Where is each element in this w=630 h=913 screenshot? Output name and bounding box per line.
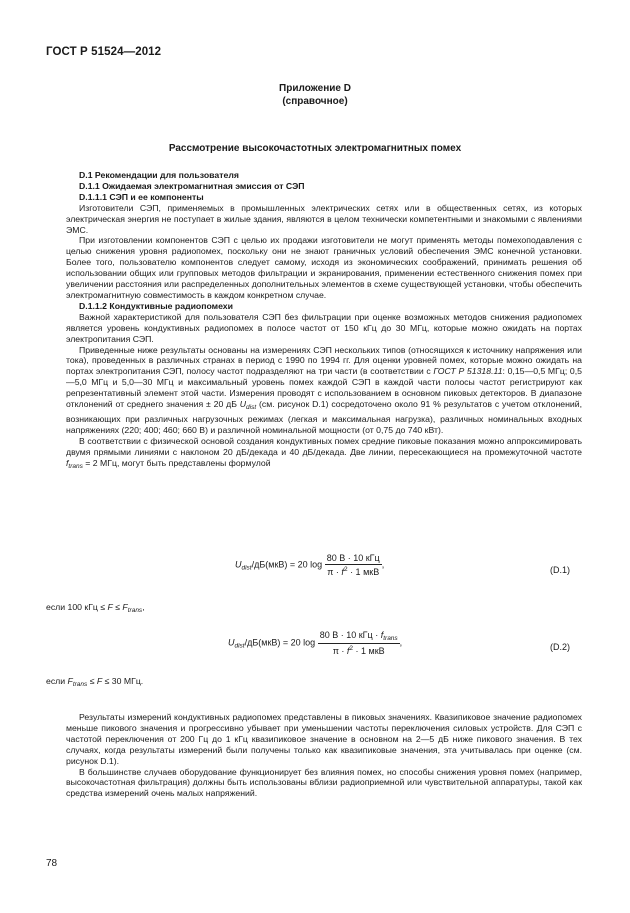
p4-text-c: (см. рисунок D.1) сосредоточено около 91 % результатов с учетом отклонений, возникающих при различных нагрузочных режимах (легкая и максимальная нагрузка), различных номинальных входных напряжениях (220; 400; 460; 660 В) и различной номинальной мощности (от 0,75 до 740 кВт). (66, 399, 583, 435)
main-title: Рассмотрение высокочастотных электромагнитных помех (168, 143, 462, 154)
body-text (66, 170, 582, 472)
paragraph-6: Результаты измерений кондуктивных радиопомех представлены в пиковых значениях. Квазипиковое значение радиопомех меньше пикового значения и прогрессивно убывает при уменьшении частоты переключения силовых устройств. Для СЭП с частотой переключения от 200 Гц до 1 кГц квазипиковое значение в основном на 2—5 дБ ниже пикового значения. В тех случаях, когда результаты измерений были получены только как квазипиковые значения, эта учитывалась при оценке (см. рисунок D.1). (66, 712, 582, 766)
u-dist-symbol: $U_{dist}$ (239, 399, 257, 412)
appendix-subtitle: (справочное) (282, 96, 348, 107)
paragraph-4 (66, 345, 582, 436)
formula-d1-condition: если 100 кГц ≤ $F \le F_{trans}$, (46, 602, 145, 614)
formula-d1-fraction: $\frac{\text{80 В · 10 кГц}}{\pi \cdot f^2 \cdot 1 мкВ}$ (326, 553, 380, 577)
page-number: 78 (46, 858, 58, 869)
heading-d111: D.1.1.1 СЭП и ее компоненты (79, 191, 204, 202)
formula-d1-number: (D.1) (550, 565, 570, 575)
p5-text-a: В соответствии с физической основой создания кондуктивных помех средние пиковые показания можно аппроксимировать двумя прямыми линиями с наклоном 20 дБ/декада и 40 дБ/декада. Две линии, пересекающиеся на промежуточной частоте (66, 435, 582, 457)
paragraph-2: При изготовлении компонентов СЭП с целью их продажи изготовители не могут применять методы помехоподавления с целью снижения уровня радиопомех, поскольку они не знают граничных условий обеспечения ЭМС конечной установки. Более того, пользователю компонентов следует самому, исходя из экономических соображений, принимать решения об использовании общих или групповых методов фильтрации и экранирования, применении естественного снижения помех при увеличении расстояния или распределенных дополнительных элементов в схеме существующей установки, чтобы обеспечить электромагнитную совместимость в каждом конкретном случае. (66, 235, 582, 300)
paragraph-5 (66, 436, 582, 473)
paragraph-1: Изготовители СЭП, применяемых в промышленных электрических сетях или в общественных сетях, из которых электрическая энергия не поступает в жилые здания, являются в целом технически компетентными и знакомыми с явлениями ЭМС. (66, 202, 582, 235)
heading-d11: D.1.1 Ожидаемая электромагнитная эмиссия от СЭП (79, 180, 305, 191)
heading-d1: D.1 Рекомендации для пользователя (79, 170, 239, 180)
paragraph-7: В большинстве случаев оборудование функционирует без влияния помех, но способы снижения уровня помех (например, высокочастотная фильтрация) должны быть использованы вблизи радиоприемной или чувствительной аппаратуры, такой как средства измерений очень малых напряжений. (66, 766, 582, 799)
appendix-title: Приложение D (279, 83, 351, 94)
body-text-lower (66, 712, 582, 799)
standard-reference: ГОСТ Р 51318.11 (433, 366, 503, 377)
formula-d2-number: (D.2) (550, 642, 570, 652)
formula-d2-condition: если $F_{trans} \le F \le 30$ МГц. (46, 676, 144, 688)
paragraph-3: Важной характеристикой для пользователя СЭП без фильтрации при оценке возможных методов снижения радиопомех является уровень кондуктивных радиопомех в полосе частот от 150 кГц до 30 МГц, которые можно ожидать на портах электропитания СЭП. (66, 311, 582, 344)
p4-text-a: Приведенные ниже результаты основаны на измерениях СЭП нескольких типов (относящихся к источнику напряжения или тока), проведенных в различных странах в период с 1990 по 1994 гг. Для оценки уровней помех, которые можно ожидать на портах электропитания СЭП, полосу частот подразделяют на три части (в соответствии с (66, 344, 582, 377)
heading-d112: D.1.1.2 Кондуктивные радиопомехи (79, 300, 233, 311)
formula-d2-fraction: $\frac{80 В \cdot 10 кГц \cdot f_{trans}}{\pi \cdot f^2 \cdot 1 мкВ}$ (319, 630, 398, 656)
p4-text-b: : 0,15—0,5 МГц; 0,5—5,0 МГц и 5,0—30 МГц и максимальный уровень помех каждой СЭП в каждой части полосы частот регистрируют как репрезентативный элемент этой части. Измерения проводят с использованием в основном пиковых детекторов. В диапазоне отклонений от среднего значения ± 20 дБ (66, 366, 582, 410)
f-trans-symbol: $f_{trans}$ (66, 457, 83, 470)
document-header: ГОСТ Р 51524—2012 (46, 46, 162, 58)
p5-text-b: = 2 МГц, могут быть представлены формулой (82, 457, 271, 468)
